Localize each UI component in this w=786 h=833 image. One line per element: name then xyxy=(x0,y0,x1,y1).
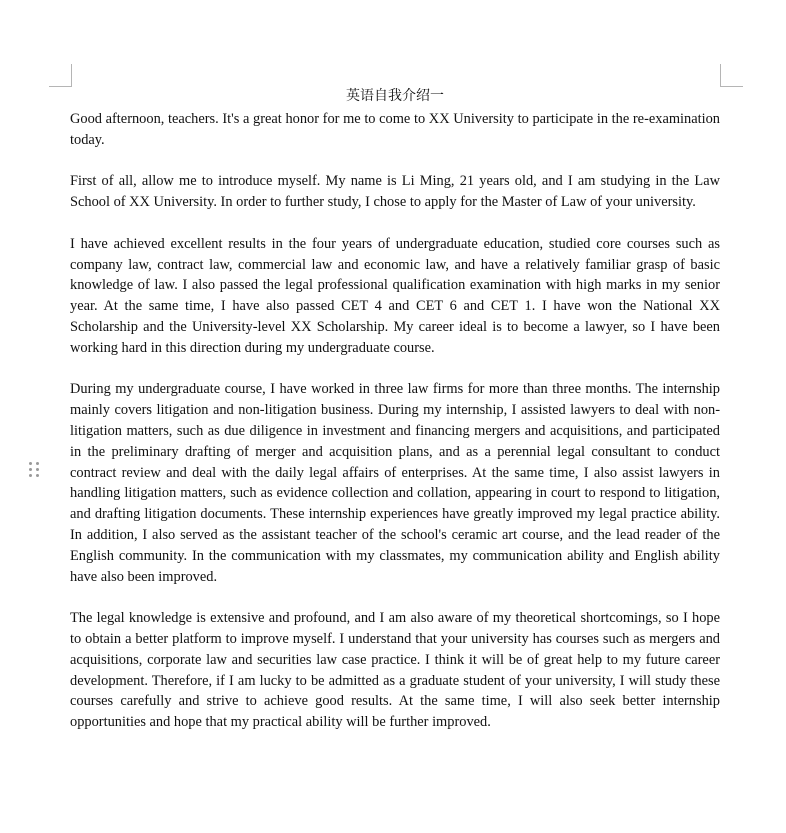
page-margin-corner-top-right-icon xyxy=(720,64,743,87)
document-page[interactable] xyxy=(70,86,720,754)
drag-handle-dot xyxy=(36,462,39,465)
page-margin-corner-top-left-icon xyxy=(49,64,72,87)
drag-handle-dot xyxy=(29,468,32,471)
drag-handle-dot xyxy=(36,468,39,471)
drag-handle-dot xyxy=(29,474,32,477)
drag-handle-dot xyxy=(36,474,39,477)
document-title: 英语自我介绍一 xyxy=(346,88,444,104)
paragraph-internship: During my undergraduate course, I have worked in three law firms for more than three months. The internship mainly covers litigation and non-litigation business. During my internship, I assisted lawyers to deal with non-litigation matters, such as due diligence in investment and financing mergers and acquisitions, and participated in the preliminary drafting of merger and acquisition plans, and as a perennial legal consultant to conduct contract review and deal with the daily legal affairs of enterprises. At the same time, I also assist lawyers in handling litigation matters, such as evidence collection and collation, appearing in court to respond to litigation, and drafting litigation documents. These internship experiences have greatly improved my legal practice ability. In addition, I also served as the assistant teacher of the school's ceramic art course, and the lead reader of the English community. In the communication with my classmates, my communication ability and English ability have also been improved. xyxy=(70,381,720,585)
paragraph-greeting: Good afternoon, teachers. It's a great honor for me to come to XX University to participate in the re-examination today. xyxy=(70,111,720,148)
paragraph-introduction: First of all, allow me to introduce myself. My name is Li Ming, 21 years old, and I am studying in the Law School of XX University. In order to further study, I chose to apply for the Master of Law of your university. xyxy=(70,173,720,211)
paragraph-goals: The legal knowledge is extensive and profound, and I am also aware of my theoretical shortcomings, so I hope to obtain a better platform to improve myself. I understand that your university has courses such as mergers and acquisitions, corporate law and securities law case practice. I think it will be of great help to my future career development. Therefore, if I am lucky to be admitted as a graduate student of your university, I will study these courses carefully and strive to achieve good results. At the same time, I will also seek better internship opportunities and hope that my practical ability will be further improved. xyxy=(70,610,720,731)
drag-handle-icon[interactable] xyxy=(29,462,41,480)
drag-handle-dot xyxy=(29,462,32,465)
paragraph-academics: I have achieved excellent results in the four years of undergraduate education, studied core courses such as company law, contract law, commercial law and economic law, and have a relatively familiar grasp of basic knowledge of law. I also passed the legal professional qualification examination with high marks in my senior year. At the same time, I have also passed CET 4 and CET 6 and CET 1. I have won the National XX Scholarship and the University-level XX Scholarship. My career ideal is to become a lawyer, so I have been working hard in this direction during my undergraduate course. xyxy=(70,235,720,356)
